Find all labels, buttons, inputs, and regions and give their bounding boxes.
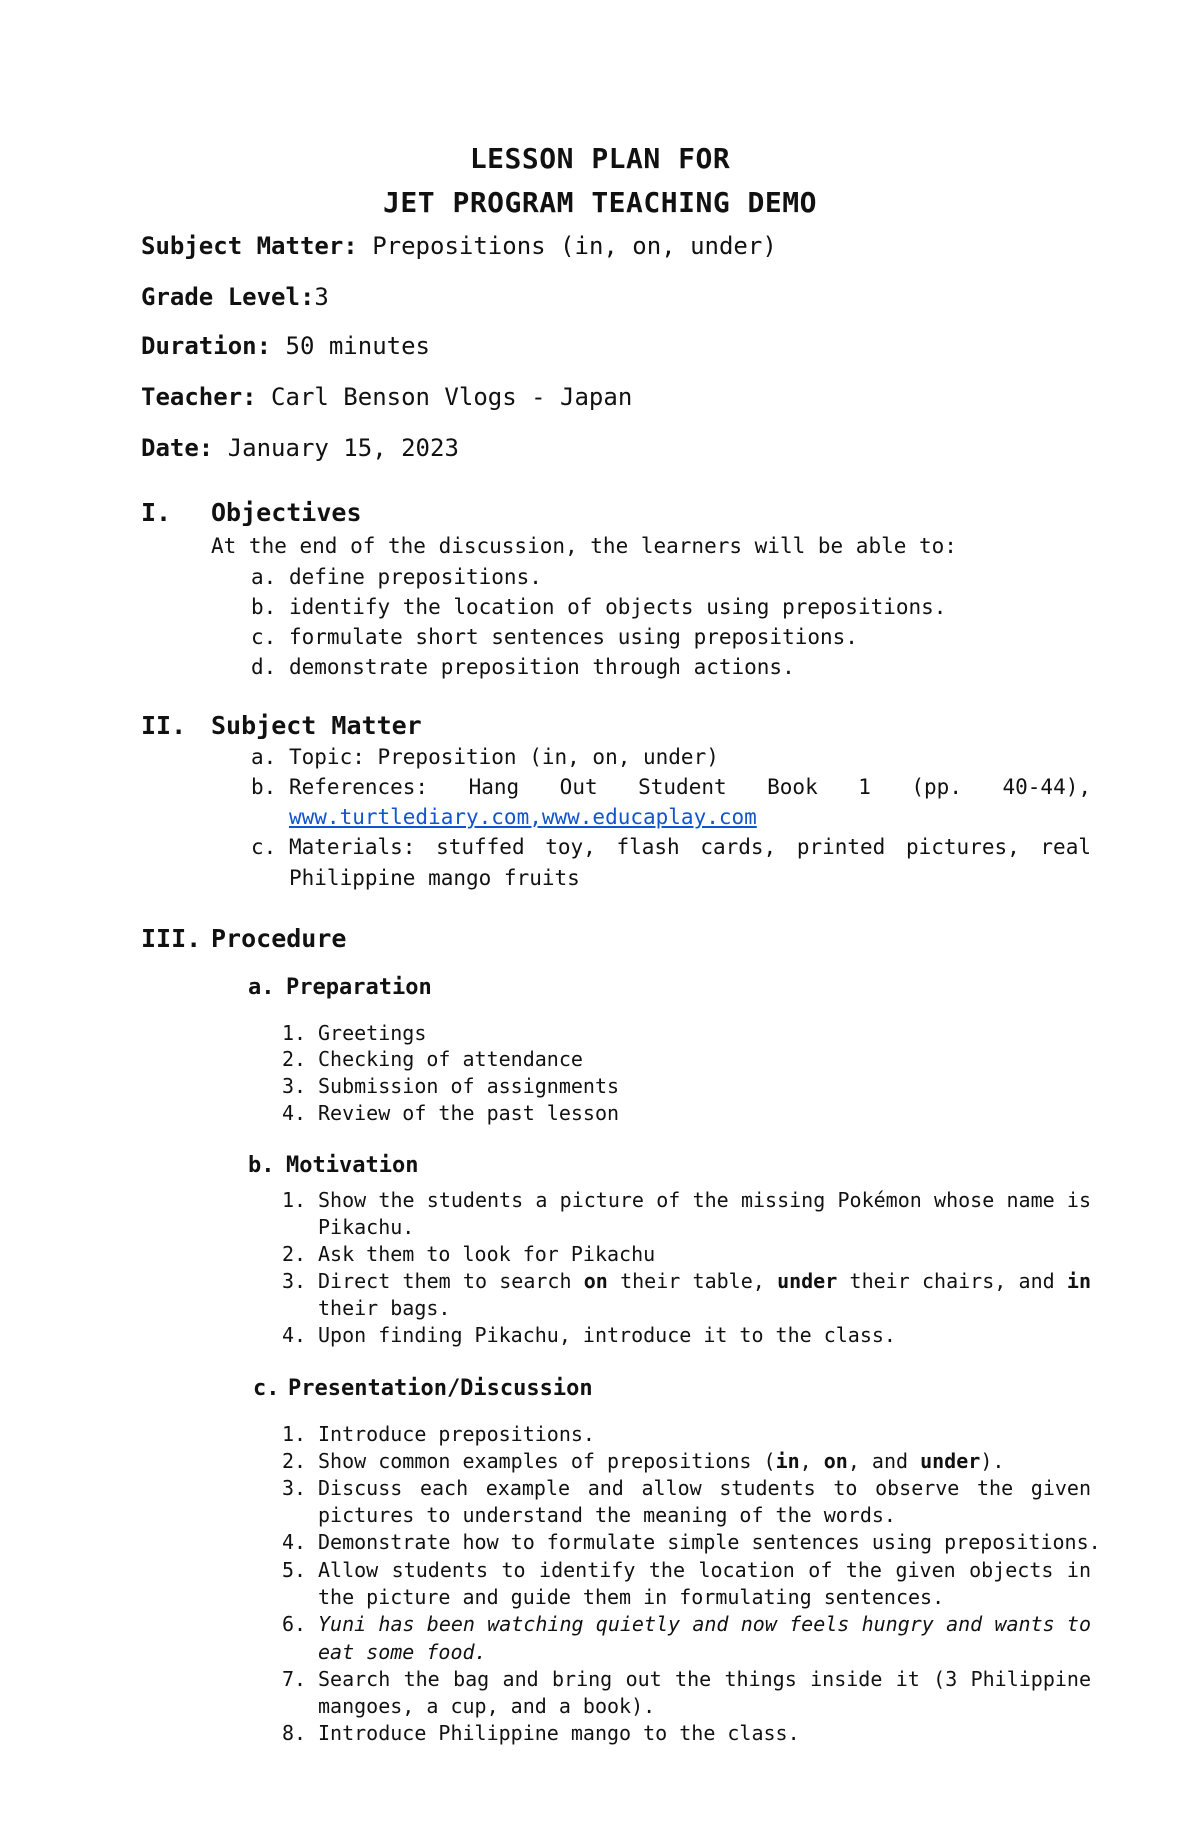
grade-label: Grade Level: <box>141 283 315 311</box>
preparation-item: Submission of assignments <box>318 1074 620 1098</box>
list-number: 4. <box>282 1101 307 1125</box>
objective-item: formulate short sentences using prepositions. <box>289 625 858 649</box>
objective-marker: d. <box>251 655 277 679</box>
presentation-item: Allow students to identify the location of the given objects in <box>318 1558 1091 1582</box>
preparation-marker: a. <box>248 975 275 1000</box>
presentation-item-cont: mangoes, a cup, and a book). <box>318 1694 656 1718</box>
list-number: 2. <box>282 1047 307 1071</box>
title-line-2: JET PROGRAM TEACHING DEMO <box>383 186 817 219</box>
presentation-marker: c. <box>253 1376 280 1401</box>
motivation-item-cont: Pikachu. <box>318 1215 415 1239</box>
teacher-value: Carl Benson Vlogs - Japan <box>256 383 633 411</box>
objective-marker: a. <box>251 565 277 589</box>
section-1-number: I. <box>141 498 172 527</box>
objective-item: identify the location of objects using prepositions. <box>289 595 947 619</box>
materials-marker: c. <box>251 835 277 859</box>
list-number: 4. <box>282 1323 307 1347</box>
objective-item: define prepositions. <box>289 565 542 589</box>
materials-text: Materials: stuffed toy, flash cards, printed pictures, real <box>289 835 1091 859</box>
duration-meta <box>141 332 430 360</box>
list-number: 1. <box>282 1422 307 1446</box>
presentation-item-cont: pictures to understand the meaning of the words. <box>318 1503 896 1527</box>
duration-label: Duration: <box>141 332 272 360</box>
list-number: 5. <box>282 1558 307 1582</box>
presentation-item-cont: the picture and guide them in formulating sentences. <box>318 1585 945 1609</box>
list-number: 2. <box>282 1242 307 1266</box>
motivation-item: Show the students a picture of the missing Pokémon whose name is <box>318 1188 1091 1212</box>
topic-marker: a. <box>251 745 277 769</box>
section-3-title: Procedure <box>211 924 347 953</box>
objectives-intro: At the end of the discussion, the learners will be able to: <box>211 534 957 558</box>
section-2-number: II. <box>141 711 187 740</box>
grade-value: 3 <box>314 283 329 311</box>
grade-level-meta <box>141 283 329 311</box>
motivation-item-cont: their bags. <box>318 1296 451 1320</box>
presentation-item: Show common examples of prepositions (in, on, and under). <box>318 1449 1005 1473</box>
objective-marker: c. <box>251 625 277 649</box>
motivation-title: Motivation <box>286 1153 419 1178</box>
motivation-item: Direct them to search on their table, under their chairs, and in <box>318 1269 1092 1293</box>
motivation-item: Ask them to look for Pikachu <box>318 1242 656 1266</box>
section-2-title: Subject Matter <box>211 711 422 740</box>
list-number: 3. <box>282 1074 307 1098</box>
presentation-item-cont: eat some food. <box>318 1640 487 1664</box>
duration-value: 50 minutes <box>271 332 430 360</box>
preparation-title: Preparation <box>286 975 432 1000</box>
list-number: 8. <box>282 1721 307 1745</box>
list-number: 1. <box>282 1021 307 1045</box>
date-value: January 15, 2023 <box>213 434 459 462</box>
motivation-item: Upon finding Pikachu, introduce it to the class. <box>318 1323 896 1347</box>
topic-text: Topic: Preposition (in, on, under) <box>289 745 719 769</box>
list-number: 7. <box>282 1667 307 1691</box>
teacher-meta <box>141 383 632 411</box>
presentation-title: Presentation/Discussion <box>288 1376 593 1401</box>
references-marker: b. <box>251 775 277 799</box>
objective-marker: b. <box>251 595 277 619</box>
list-number: 1. <box>282 1188 307 1212</box>
section-3-number: III. <box>141 924 202 953</box>
references-link[interactable]: www.turtlediary.com,www.educaplay.com <box>289 805 757 829</box>
list-number: 6. <box>282 1612 307 1636</box>
date-label: Date: <box>141 434 214 462</box>
title-line-1: LESSON PLAN FOR <box>469 142 731 175</box>
section-1-title: Objectives <box>211 498 362 527</box>
materials-text-cont: Philippine mango fruits <box>289 866 580 890</box>
date-meta <box>141 434 459 462</box>
presentation-item: Yuni has been watching quietly and now feels hungry and wants to <box>318 1612 1091 1636</box>
presentation-item: Search the bag and bring out the things inside it (3 Philippine <box>318 1667 1091 1691</box>
presentation-item: Introduce prepositions. <box>318 1422 595 1446</box>
list-number: 3. <box>282 1269 307 1293</box>
presentation-item: Discuss each example and allow students to observe the given <box>318 1476 1091 1500</box>
list-number: 4. <box>282 1530 307 1554</box>
objective-item: demonstrate preposition through actions. <box>289 655 795 679</box>
subject-label: Subject Matter: <box>141 232 358 260</box>
list-number: 2. <box>282 1449 307 1473</box>
preparation-item: Checking of attendance <box>318 1047 583 1071</box>
preparation-item: Greetings <box>318 1021 427 1045</box>
subject-matter-meta <box>141 232 777 260</box>
teacher-label: Teacher: <box>141 383 257 411</box>
references-text: References: Hang Out Student Book 1 (pp. 40-44), <box>289 775 1091 799</box>
presentation-item: Demonstrate how to formulate simple sentences using prepositions. <box>318 1530 1101 1554</box>
preparation-item: Review of the past lesson <box>318 1101 620 1125</box>
presentation-item: Introduce Philippine mango to the class. <box>318 1721 800 1745</box>
list-number: 3. <box>282 1476 307 1500</box>
subject-value: Prepositions (in, on, under) <box>357 232 777 260</box>
motivation-marker: b. <box>248 1153 275 1178</box>
